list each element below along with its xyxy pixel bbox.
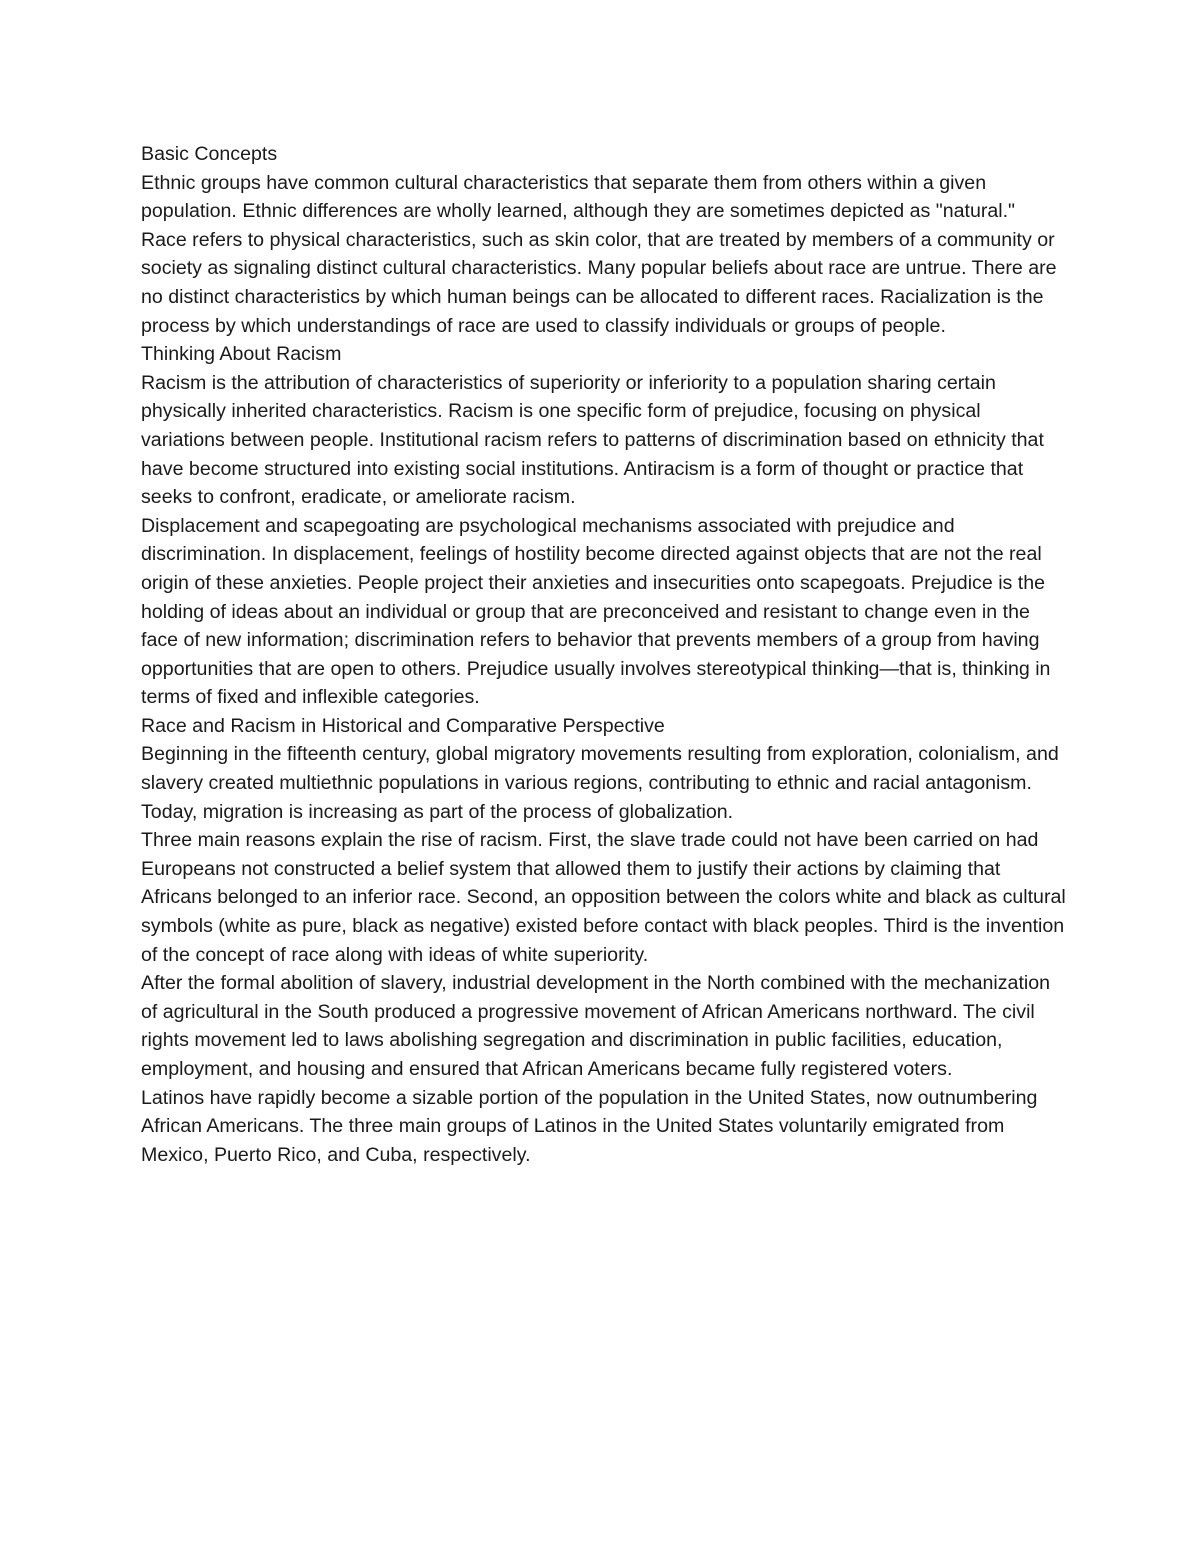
paragraph-abolition-civil-rights: After the formal abolition of slavery, industrial development in the North combined with the mechanization of agricultural in the South produced a progressive movement of African Americans northward. The civil rights movement led to laws abolishing segregation and discrimination in public facilities, education, employment, and housing and ensured that African Americans became fully registered voters. <box>141 972 1051 1080</box>
paragraph-rise-of-racism: Three main reasons explain the rise of racism. First, the slave trade could not have been carried on had Europeans not constructed a belief system that allowed them to justify their actions by claiming that Africans belonged to an inferior race. Second, an opposition between the colors white and black as cultural symbols (white as pure, black as negative) existed before contact with black peoples. Third is the invention of the concept of race along with ideas of white superiority. <box>141 829 1066 966</box>
paragraph-racism-definition: Racism is the attribution of characteristics of superiority or inferiority to a population sharing certain physically inherited characteristics. Racism is one specific form of prejudice, focusing on physical variations between people. Institutional racism refers to patterns of discrimination based on ethnicity that have become structured into existing social institutions. Antiracism is a form of thought or practice that seeks to confront, eradicate, or ameliorate racism. <box>141 371 1044 509</box>
section-heading-historical-perspective: Race and Racism in Historical and Comparative Perspective <box>141 714 665 737</box>
section-heading-basic-concepts: Basic Concepts <box>141 143 278 165</box>
paragraph-latinos: Latinos have rapidly become a sizable portion of the population in the United States, now outnumbering African Americans. The three main groups of Latinos in the United States voluntarily emigrated from Mexico, Puerto Rico, and Cuba, respectively. <box>141 1086 1038 1166</box>
paragraph-ethnic-groups: Ethnic groups have common cultural characteristics that separate them from others within a given population. Ethnic differences are wholly learned, although they are sometimes depicted as "natural." <box>141 171 1016 223</box>
document-body <box>141 140 1066 1169</box>
paragraph-displacement-scapegoating: Displacement and scapegoating are psychological mechanisms associated with prejudice and discrimination. In displacement, feelings of hostility become directed against objects that are not the real origin of these anxieties. People project their anxieties and insecurities onto scapegoats. Prejudice is the holding of ideas about an individual or group that are preconceived and resistant to change even in the face of new information; discrimination refers to behavior that prevents members of a group from having opportunities that are open to others. Prejudice usually involves stereotypical thinking—that is, thinking in terms of fixed and inflexible categories. <box>141 514 1051 709</box>
paragraph-migration: Beginning in the fifteenth century, global migratory movements resulting from exploration, colonialism, and slavery created multiethnic populations in various regions, contributing to ethnic and racial antagonism. Today, migration is increasing as part of the process of globalization. <box>141 743 1059 823</box>
paragraph-race: Race refers to physical characteristics, such as skin color, that are treated by members of a community or society as signaling distinct cultural characteristics. Many popular beliefs about race are untrue. There are no distinct characteristics by which human beings can be allocated to different races. Racialization is the process by which understandings of race are used to classify individuals or groups of people. <box>141 228 1057 337</box>
section-heading-thinking-about-racism: Thinking About Racism <box>141 343 342 366</box>
